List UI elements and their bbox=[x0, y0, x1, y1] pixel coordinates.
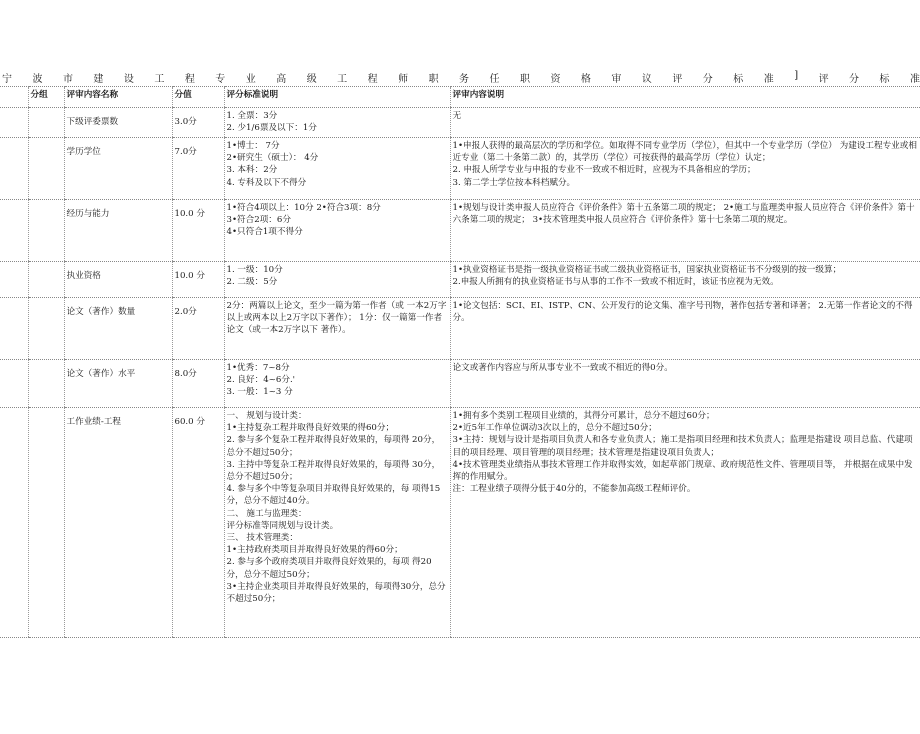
row-blank-cell bbox=[0, 262, 28, 298]
criteria-line: 2. 二级：5分 bbox=[226, 277, 278, 288]
explanation-line: 2•近5年工作单位调动3次以上的，总分不超过50分； bbox=[452, 423, 657, 434]
row-name-cell: 论文（著作）数量 bbox=[64, 298, 172, 360]
row-score-cell: 8.0分 bbox=[172, 360, 224, 408]
criteria-line: 2. 良好：4~6分.' bbox=[226, 375, 296, 386]
row-criteria-cell bbox=[224, 408, 450, 638]
document-title bbox=[0, 70, 920, 84]
header-name: 评审内容名称 bbox=[64, 87, 172, 108]
explanation-line: 注：工程业绩子项得分低于40分的，不能参加高级工程师评价。 bbox=[452, 484, 696, 495]
row-group-cell bbox=[28, 138, 64, 200]
row-score-cell: 10.0 分 bbox=[172, 200, 224, 262]
criteria-line: 1•优秀：7~8分 bbox=[226, 363, 290, 373]
criteria-line: 2•研究生（硕士）： 4分 bbox=[226, 153, 319, 164]
row-criteria-cell bbox=[224, 138, 450, 200]
row-blank-cell bbox=[0, 360, 28, 408]
row-blank-cell bbox=[0, 200, 28, 262]
title-char: 务 bbox=[459, 74, 470, 84]
row-score-cell: 60.0 分 bbox=[172, 408, 224, 638]
explanation-line: 1•拥有多个类别工程项目业绩的，其得分可累计，总分不超过60分； bbox=[452, 411, 715, 421]
title-char: 程 bbox=[367, 74, 378, 84]
row-score-cell: 10.0 分 bbox=[172, 262, 224, 298]
title-char: 议 bbox=[641, 74, 652, 84]
title-char: 任 bbox=[489, 74, 500, 84]
table-row bbox=[0, 200, 920, 262]
row-blank-cell bbox=[0, 108, 28, 138]
criteria-line: 1•符合4项以上：10分 2•符合3项：8分 bbox=[226, 203, 381, 213]
criteria-line: 1•博士： 7分 bbox=[226, 141, 280, 151]
explanation-line: 2. 申报人所学专业与申报的专业不一致或不相近时，应视为不具备相应的学历； bbox=[452, 165, 756, 176]
title-char: 分 bbox=[849, 74, 860, 84]
row-explanation-cell bbox=[450, 360, 920, 408]
criteria-line: 1. 一级：10分 bbox=[226, 265, 283, 275]
row-blank-cell bbox=[0, 298, 28, 360]
criteria-line: 评分标准等同规划与设计类。 bbox=[226, 520, 339, 531]
criteria-line: 3•主持企业类项目并取得良好效果的，每项得30分，总分不超过50分； bbox=[226, 581, 446, 605]
criteria-line: 3. 一般：1~3 分 bbox=[226, 387, 293, 398]
criteria-line: 4. 参与多个中等复杂项目并取得良好效果的，每 项得15分，总分不超过40分。 bbox=[226, 484, 441, 507]
title-char: 资 bbox=[550, 74, 561, 84]
blank-header bbox=[0, 87, 28, 108]
title-char: 评 bbox=[818, 74, 829, 84]
row-blank-cell bbox=[0, 138, 28, 200]
header-explanation: 评审内容说明 bbox=[450, 87, 920, 108]
criteria-line: 2. 参与多个复杂工程并取得良好效果的，每项得 20分，总分不超过50分； bbox=[226, 435, 441, 458]
criteria-line: 3•符合2项：6分 bbox=[226, 215, 291, 226]
row-score-cell: 3.0分 bbox=[172, 108, 224, 138]
title-char: 准 bbox=[763, 74, 774, 84]
title-char: 设 bbox=[123, 74, 134, 84]
title-char: 分 bbox=[702, 74, 713, 84]
title-char: 工 bbox=[154, 74, 165, 84]
criteria-line: 2. 参与多个政府类项目并取得良好效果的，每项 得20分，总分不超过50分； bbox=[226, 557, 432, 580]
explanation-line: 4•技术管理类业绩指从事技术管理工作并取得实效，如起草部门规章、政府规范性文件、管理项目等， 并根据在成果中发挥的作用赋分。 bbox=[452, 459, 913, 483]
explanation-line: 1•规划与设计类申报人员应符合《评价条件》第十五条第二项的规定； 2•施工与监理类申报人员应符合《评价条件》第十六条第二项的规定； 3•技术管理类申报人员应符合《评价条件》第十七条第二项的规定。 bbox=[452, 203, 915, 226]
criteria-line: 二、 施工与监理类： bbox=[226, 508, 307, 519]
table-row bbox=[0, 108, 920, 138]
row-explanation-cell bbox=[450, 262, 920, 298]
criteria-line: 3. 主持中等复杂工程并取得良好效果的，每项得 30分，总分不超过50分； bbox=[226, 459, 441, 483]
explanation-line: 论文或著作内容应与所从事专业不一致或不相近的得0分。 bbox=[452, 363, 673, 373]
title-char: 建 bbox=[93, 74, 104, 84]
row-criteria-cell bbox=[224, 360, 450, 408]
criteria-line: 1. 全票：3分 bbox=[226, 111, 278, 121]
title-char: 工 bbox=[337, 74, 348, 84]
row-criteria-cell bbox=[224, 298, 450, 360]
title-char: 评 bbox=[672, 74, 683, 84]
title-char: 标 bbox=[733, 74, 744, 84]
title-char: 格 bbox=[580, 74, 591, 84]
row-group-cell bbox=[28, 108, 64, 138]
row-score-cell: 2.0分 bbox=[172, 298, 224, 360]
header-score: 分值 bbox=[172, 87, 224, 108]
title-char: 专 bbox=[215, 74, 226, 84]
row-explanation-cell bbox=[450, 138, 920, 200]
explanation-line: 3. 第二学士学位按本科档赋分。 bbox=[452, 177, 576, 188]
row-score-cell: 7.0分 bbox=[172, 138, 224, 200]
title-char: 审 bbox=[611, 74, 622, 84]
row-explanation-cell bbox=[450, 108, 920, 138]
row-name-cell: 经历与能力 bbox=[64, 200, 172, 262]
explanation-line: 1•论文包括：SCI、EI、ISTP、CN、公开发行的论文集、准字号刊物，著作包括专著和译著； 2.无第一作者论文的不得分。 bbox=[452, 301, 913, 324]
title-char: 市 bbox=[62, 74, 73, 84]
explanation-line: 2.申报人所拥有的执业资格证书与从事的工作不一致或不相近时，该证书应视为无效。 bbox=[452, 277, 779, 288]
title-char: 程 bbox=[184, 74, 195, 84]
table-row bbox=[0, 408, 920, 638]
criteria-line: 1•主持政府类项目并取得良好效果的得60分； bbox=[226, 545, 403, 556]
row-criteria-cell bbox=[224, 200, 450, 262]
row-name-cell: 工作业绩-工程 bbox=[64, 408, 172, 638]
title-char: 业 bbox=[245, 74, 256, 84]
row-group-cell bbox=[28, 360, 64, 408]
table-row bbox=[0, 298, 920, 360]
criteria-line: 4•只符合1项不得分 bbox=[226, 227, 303, 238]
row-name-cell: 下级评委票数 bbox=[64, 108, 172, 138]
row-group-cell bbox=[28, 408, 64, 638]
table-row bbox=[0, 262, 920, 298]
title-char: 职 bbox=[428, 74, 439, 84]
criteria-line: 三、 技术管理类： bbox=[226, 533, 298, 544]
table-row bbox=[0, 138, 920, 200]
row-blank-cell bbox=[0, 408, 28, 638]
row-criteria-cell bbox=[224, 108, 450, 138]
row-explanation-cell bbox=[450, 200, 920, 262]
title-char: 高 bbox=[276, 74, 287, 84]
table-header-row bbox=[0, 87, 920, 108]
header-group: 分组 bbox=[28, 87, 64, 108]
row-explanation-cell bbox=[450, 408, 920, 638]
criteria-line: 1•主持复杂工程并取得良好效果的得60分； bbox=[226, 423, 395, 434]
row-criteria-cell bbox=[224, 262, 450, 298]
title-char: 师 bbox=[398, 74, 409, 84]
explanation-line: 无 bbox=[452, 111, 462, 121]
scoring-table bbox=[0, 86, 920, 638]
criteria-line: 一、 规划与设计类： bbox=[226, 411, 307, 421]
explanation-line: 1•申报人获得的最高层次的学历和学位。如取得不同专业学历（学位），但其中一个专业学历（学位） 为建设工程专业或相近专业（第二十条第二款）的，其学历（学位）可按获得的最高学历（学位）认定； bbox=[452, 141, 917, 164]
criteria-line: 2分：两篇以上论文，至少一篇为第一作者（或 一本2万字以上或两本以上2万字以下著作）； 1分：仅一篇第一作者论文（或一本2万字以下 著作）。 bbox=[226, 301, 447, 336]
explanation-line: 3•主持：规划与设计是指项目负责人和各专业负责人；施工是指项目经理和技术负责人；监理是指建设 项目总监、代建项目的项目经理、项目管理的项目经理；技术管理是指建设项目负责人； bbox=[452, 435, 913, 458]
row-name-cell: 执业资格 bbox=[64, 262, 172, 298]
explanation-line: 1•执业资格证书是指一级执业资格证书或二级执业资格证书，国家执业资格证书不分级别的按一级算； bbox=[452, 265, 842, 275]
title-char: 宁 bbox=[2, 74, 12, 84]
row-group-cell bbox=[28, 298, 64, 360]
title-char: 准 bbox=[909, 74, 920, 84]
criteria-line: 2. 少1/6票及以下：1分 bbox=[226, 123, 317, 134]
title-char: 波 bbox=[32, 74, 43, 84]
row-name-cell: 论文（著作）水平 bbox=[64, 360, 172, 408]
title-char: 职 bbox=[519, 74, 530, 84]
title-char: ] bbox=[794, 70, 799, 81]
criteria-line: 4. 专科及以下不得分 bbox=[226, 177, 307, 188]
row-explanation-cell bbox=[450, 298, 920, 360]
title-char: 级 bbox=[306, 74, 317, 84]
criteria-line: 3. 本科：2分 bbox=[226, 165, 278, 176]
row-group-cell bbox=[28, 262, 64, 298]
row-group-cell bbox=[28, 200, 64, 262]
row-name-cell: 学历学位 bbox=[64, 138, 172, 200]
title-char: 标 bbox=[879, 74, 890, 84]
header-criteria: 评分标准说明 bbox=[224, 87, 450, 108]
table-row bbox=[0, 360, 920, 408]
